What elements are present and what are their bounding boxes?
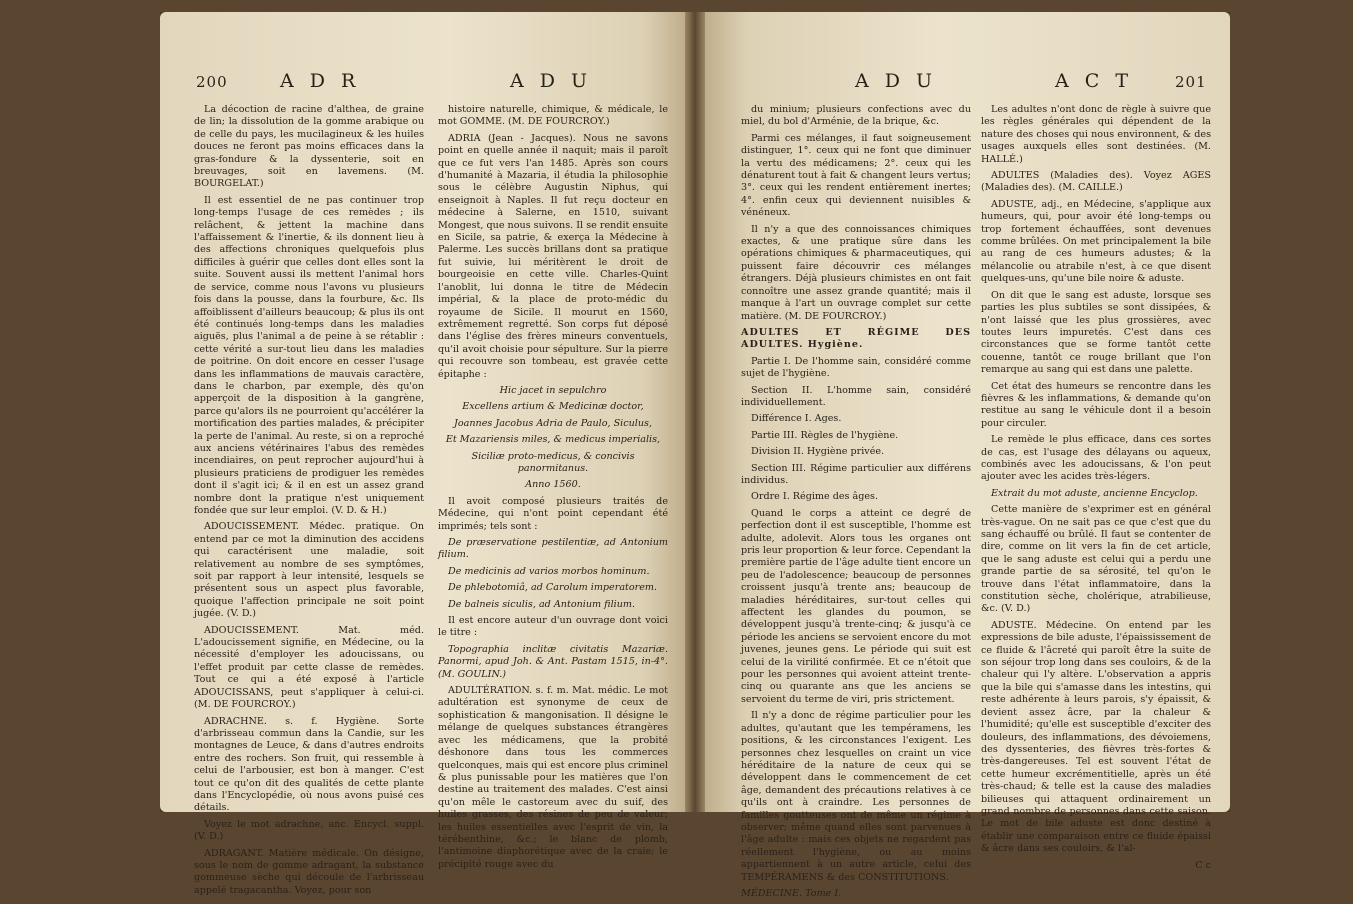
- paragraph: Il est encore auteur d'un ouvrage dont voici le titre :: [438, 615, 668, 639]
- work-title: Topographia inclitæ civitatis Mazariæ. Panormi, apud Joh. & Ant. Pastam 1515, in-4°. (M. GOULIN.): [438, 643, 668, 680]
- paragraph: Cet état des humeurs se rencontre dans les fièvres & les inflammations, & demande qu'on restitue au sang le véhicule dont il a besoin pour circuler.: [981, 380, 1211, 429]
- paragraph: Voyez le mot adrachne, anc. Encycl. suppl. (V. D.): [194, 818, 424, 843]
- paragraph: Extrait du mot aduste, ancienne Encyclop.: [991, 487, 1198, 499]
- paragraph: Il n'y a que des connoissances chimiques exactes, & une pratique sûre dans les opérations chimiques & pharmaceutiques, qui puissent faire découvrir ces mélanges étrangers. Déjà plusieurs chimistes en ont fait connoître une assez grande quantité; mais il manque à l'art un ouvrage complet sur cette matière. (M. DE FOURCROY.): [741, 223, 971, 322]
- outline-line: Division II. Hygiène privée.: [751, 446, 885, 458]
- outline-line: Section II. L'homme sain, considéré individuellement.: [741, 384, 971, 408]
- paragraph: ADRACHNE. s. f. Hygiène. Sorte d'arbrisseau commun dans la Candie, sur les montagnes de Leuce, & dans d'autres endroits entre des rochers. Son fruit, qui ressemble à celui de l'arbousier, est bon à manger. C'est tout ce qu'on dit des qualités de cette plante dans l'Encyclopédie, où nous avons puisé ces détails.: [194, 715, 424, 814]
- epitaph-line: Siciliæ proto-medicus, & concivis panormitanus.: [471, 450, 635, 474]
- work-title: De balneis siculis, ad Antonium filium.: [448, 598, 636, 610]
- section-heading: ADULTES ET RÉGIME DES ADULTES. Hygiène.: [741, 326, 971, 351]
- epitaph-line: Joannes Jacobus Adria de Paulo, Siculus,: [454, 417, 652, 429]
- epitaph-line: Anno 1560.: [525, 479, 581, 491]
- outline-line: Différence I. Ages.: [751, 413, 842, 425]
- paragraph: ADRIA (Jean - Jacques). Nous ne savons point en quelle année il naquit; mais il paroît que ce fut vers l'an 1485. Après son cours d'humanité à Mazaria, il étudia la philosophie sous le célèbre Augustin Niphus, qui enseignoit à Naples. Il fut reçu docteur en médecine à Salerne, en 1510, suivant Mongest, que nous suivons. Il se rendit ensuite en Sicile, sa patrie, & exerça la Médecine à Palerme. Les succès brillans dont sa pratique fut suivie, lui méritèrent le droit de bourgeoisie en cette ville. Charles-Quint l'anoblit, lui donna le titre de Médecin impérial, & la place de proto-médic du royaume de Sicile. Il mourut en 1560, extrêmement regretté. Son corps fut déposé dans l'église des frères mineurs conventuels, qu'il avoit choisie pour sépulture. Sur la pierre qui recouvre son tombeau, est gravée cette épitaphe :: [438, 132, 668, 380]
- signature-line: MÉDECINE. Tome I.: [741, 887, 842, 899]
- right-head-left: A D U: [855, 70, 938, 92]
- epitaph-line: Et Mazariensis miles, & medicus imperialis,: [445, 434, 661, 446]
- paragraph: du minium; plusieurs confections avec du miel, du bol d'Arménie, de la brique, &c.: [741, 104, 971, 128]
- open-book: [160, 12, 1230, 899]
- outline-line: Partie III. Règles de l'hygiène.: [751, 429, 899, 441]
- signature-mark: C c: [1195, 859, 1211, 871]
- left-page-number: 200: [196, 73, 228, 91]
- right-page: [705, 12, 1230, 899]
- paragraph: ADOUCISSEMENT. Médec. pratique. On entend par ce mot la diminution des accidens qui caractérisent une maladie, soit relativement au nombre de ses symptômes, soit par rapport à leur intensité, lesquels se présentent sous un aspect plus favorable, quoique l'affection principale ne soit point jugée. (V. D.): [194, 521, 424, 620]
- work-title: De medicinis ad varios morbos hominum.: [448, 565, 650, 577]
- left-head-left: A D R: [280, 70, 361, 92]
- right-page-number: 201: [1175, 73, 1207, 91]
- left-running-head: [160, 70, 685, 94]
- paragraph: ADULTÉRATION. s. f. m. Mat. médic. Le mot adultération est synonyme de ceux de sophistication & mangonisation. Il désigne le mélange de quelques substances étrangères avec les médicamens, que la probité déshonore dans tous les commerces quelconques, mais qui est encore plus criminel & plus punissable pour les matières que l'on destine au traitement des malades. C'est ainsi qu'on mêle le castoreum avec du suif, des huiles grasses, des résines de peu de valeur; les huiles essentielles avec l'esprit de vin, la térébenthine, &c.; le blanc de plomb, l'antimoine diaphorétique avec de la craie; le précipité rouge avec du: [438, 685, 668, 870]
- outline-line: Partie I. De l'homme sain, considéré comme sujet de l'hygiène.: [741, 355, 971, 380]
- paragraph: Il avoit composé plusieurs traités de Médecine, qui n'ont point cependant été imprimés; tels sont :: [438, 495, 668, 532]
- paragraph: ADUSTE, adj., en Médecine, s'applique aux humeurs, qui, pour avoir été long-temps ou trop fortement échauffées, sont devenues comme brûlées. On met principalement la bile au rang de ces humeurs adustes; & la mélancolie ou atrabile n'est, à ce que disent quelques-uns, qu'une bile noire & aduste.: [981, 198, 1211, 285]
- work-title: De præservatione pestilentiæ, ad Antonium filium.: [438, 537, 668, 561]
- epitaph-line: Excellens artium & Medicinæ doctor,: [462, 401, 644, 413]
- right-column-1: [741, 104, 971, 904]
- outline-line: Ordre I. Régime des âges.: [751, 491, 879, 503]
- epitaph-line: Hic jacet in sepulchro: [499, 384, 607, 396]
- right-column-2: [981, 104, 1211, 876]
- right-head-right: A C T: [1055, 70, 1134, 92]
- paragraph: Parmi ces mélanges, il faut soigneusement distinguer, 1°. ceux qui ne font que diminuer la vertu des médicamens; 2°. ceux qui les dénaturent tout à fait & changent leurs vertus; 3°. ceux qui les rendent entièrement inertes; 4°. enfin ceux qui deviennent nuisibles & vénéneux.: [741, 132, 971, 219]
- paragraph: Il est essentiel de ne pas continuer trop long-temps l'usage de ces remèdes ; ils relâchent, & jettent la machine dans l'affaissement & l'inertie, & ils donnent lieu à des affections chroniques quelquefois plus difficiles à guérir que celles dont elles sont la suite. Souvent aussi ils mettent l'animal hors de service, comme nous l'avons vu plusieurs fois dans la pousse, dans la fourbure, &c. Ils affoiblissent d'ailleurs beaucoup; & plus ils ont été continués long-temps dans les maladies aiguës, plus l'animal a de peine à se rétablir : cette vérité a sur-tout lieu dans les maladies de poitrine. On doit encore en cesser l'usage dans les inflammations de mauvais caractère, dans le charbon, par exemple, dès qu'on apperçoit de la disposition à la gangrène, parce qu'alors ils ne pourroient qu'accélérer la mortification des parties malades, & précipiter la perte de l'animal. Au reste, si on a reproché aux anciens vétérinaires l'abus des remèdes incendiaires, on peut reprocher aujourd'hui à plusieurs praticiens de prodiguer les remèdes dont il s'agit ici; & il en est un assez grand nombre dont la pratique n'est uniquement fondée que sur leur emploi. (V. D. & H.): [194, 194, 424, 516]
- left-column-1: [194, 104, 424, 901]
- paragraph: La décoction de racine d'althea, de graine de lin; la dissolution de la gomme arabique ou de celle du pays, les mucilagineux & les huiles douces ne feront pas moins efficaces dans la gras-fondure & la dyssenterie, soit en breuvages, soit en lavemens. (M. BOURGELAT.): [194, 104, 424, 190]
- paragraph: ADRAGANT. Matière médicale. On désigne, sous le nom de gomme adragant, la substance gommeuse sèche qui découle de l'arbrisseau appelé tragacantha. Voyez, pour son: [194, 847, 424, 896]
- paragraph: ADULTES (Maladies des). Voyez AGES (Maladies des). (M. CAILLE.): [981, 170, 1211, 194]
- left-page: [160, 12, 685, 896]
- paragraph: ADUSTE. Médecine. On entend par les expressions de bile aduste, l'épaississement de ce fluide & l'âcreté qui paroît être la suite de son séjour trop long dans ses couloirs, & de la chaleur qui l'y altère. L'observation a appris que la bile qui s'amasse dans les intestins, qui reste adhérente à leurs parois, s'y épaissit, & devient assez âcre, par la chaleur & l'humidité; qu'elle est susceptible d'exciter des douleurs, des inflammations, des dévoiemens, des dyssenteries, des fièvres très-fortes & très-dangereuses. Tel est souvent l'état de cette humeur excrémentitielle, après un été très-chaud; & telle est la cause des maladies bilieuses qui attaquent ordinairement un grand nombre de personnes dans cette saison. Le mot de bile aduste est donc destiné à établir une comparaison entre ce fluide épaissi & âcre dans ses couloirs, & l'al-: [981, 619, 1211, 855]
- left-head-right: A D U: [510, 70, 593, 92]
- work-title: De phlebotomiâ, ad Carolum imperatorem.: [448, 582, 658, 594]
- paragraph: Les adultes n'ont donc de règle à suivre que les règles générales qui dépendent de la nature des choses qui nous environnent, & des usages auxquels elles sont destinées. (M. HALLÉ.): [981, 104, 1211, 165]
- paragraph: On dit que le sang est aduste, lorsque ses parties les plus subtiles se sont dissipées, & n'ont laissé que les plus grossières, avec toutes leurs impuretés. C'est dans ces circonstances que se forme tantôt cette couenne, tantôt ce rouge brillant que l'on remarque au sang qui est dans une palette.: [981, 289, 1211, 376]
- outline-line: Section III. Régime particulier aux différens individus.: [741, 462, 971, 486]
- paragraph: Quand le corps a atteint ce degré de perfection dont il est susceptible, l'homme est adulte, adolevit. Alors tous les organes ont pris leur proportion & leur force. Cependant la première partie de l'âge adulte tient encore un peu de l'adolescence; beaucoup de personnes croissent jusqu'à trente ans; beaucoup de maladies héréditaires, sur-tout celles qui affectent les glandes du poumon, se développent jusqu'à trente-cinq; & jusqu'à ce période les anciens se servoient encore du mot juvenes, jeunes gens. Le période qui suit est celui de la virilité confirmée. Et ce n'étoit que pour les personnes qui avoient atteint trente-cinq ou quarante ans que les anciens se servoient du terme de viri, pris strictement.: [741, 507, 971, 705]
- paragraph: Cette manière de s'exprimer est en général très-vague. On ne sait pas ce que c'est que du sang échauffé ou brûlé. Il faut se contenter de dire, comme on lit vers la fin de cet article, que le sang aduste est celui qui a perdu une grande partie de sa sérosité, tel qu'on le trouve dans l'état inflammatoire, dans la constitution sèche, cholérique, atrabilieuse, &c. (V. D.): [981, 504, 1211, 615]
- paragraph: Il n'y a donc de régime particulier pour les adultes, qu'autant que les tempéramens, les positions, & les circonstances l'exigent. Les personnes chez lesquelles on craint un vice héréditaire de la nature de ceux qui se développent dans le commencement de cet âge, demandent des précautions relatives à ce qu'ils ont à craindre. Les personnes de familles goutteuses ont de même un régime à observer; même quand elles sont parvenues à l'âge adulte : mais ces objets ne regardent pas réellement l'hygiène, ou au moins appartiennent à un autre article, celui des TEMPÉRAMENS & des CONSTITUTIONS.: [741, 710, 971, 883]
- left-column-2: [438, 104, 668, 875]
- paragraph: ADOUCISSEMENT. Mat. méd. L'adoucissement signifie, en Médecine, ou la nécessité d'employer les adoucissans, ou l'effet produit par cette classe de remèdes. Tout ce qui a été exposé à l'article ADOUCISSANS, peut s'appliquer à celui-ci. (M. DE FOURCROY.): [194, 624, 424, 711]
- right-running-head: [705, 70, 1230, 94]
- book-gutter: [685, 12, 705, 812]
- paragraph: histoire naturelle, chimique, & médicale, le mot GOMME. (M. DE FOURCROY.): [438, 104, 668, 128]
- paragraph: Le remède le plus efficace, dans ces sortes de cas, est l'usage des délayans ou aqueux, combinés avec les adoucissans, & l'on peut ajouter avec les acides très-légers.: [981, 434, 1211, 483]
